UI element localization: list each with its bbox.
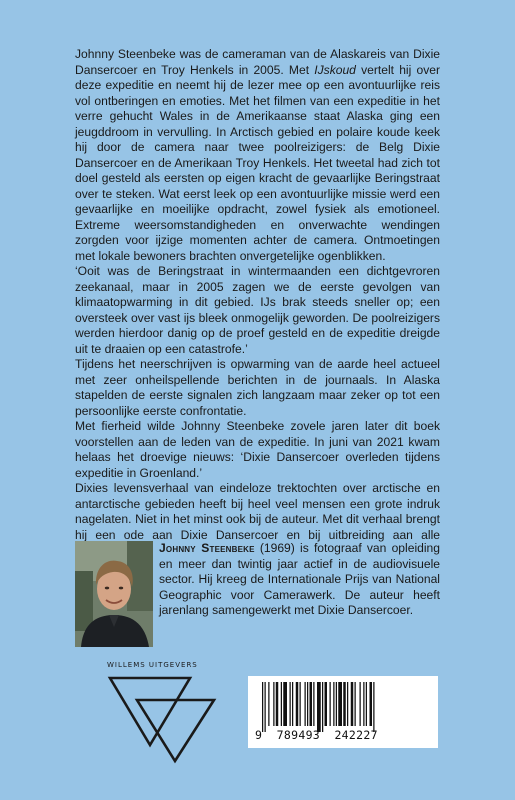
barcode-bar <box>336 682 337 726</box>
blurb-paragraph-1: Johnny Steenbeke was de cameraman van de Alaskareis van Dixie Dansercoer en Troy Henkels in 2005. Met IJskoud vertelt hij over deze expeditie en neemt hij de lezer mee op een avontuurlijke reis vol ontberingen en emoties. Met het filmen van een expeditie in het verre gehucht Wales in de Amerikaanse staat Alaska ging een jeugddroom in vervulling. In Arctisch gebied en polaire koude keek hij door de camera naar twee poolreizigers: de Belg Dixie Dansercoer en de Amerikaan Troy Henkels. Het tweetal had zich tot doel gesteld als eersten op eigen kracht de gevaarlijke Beringstraat over te steken. Wat eerst leek op een avontuurlijke missie werd een gevaarlijke en moeilijke opdracht, zowel fysiek als emotioneel. Extreme weersomstandigheden en onverwachte wendingen zorgden voor ijzige momenten achter de camera. Ontmoetingen met lokale bewoners brachten onvergetelijke ogenblikken. <box>75 47 440 263</box>
barcode-bar <box>370 682 373 726</box>
author-name: Johnny Steenbeke <box>159 541 255 555</box>
barcode-bar <box>268 682 269 726</box>
barcode-bar <box>330 682 331 726</box>
barcode-bar <box>363 682 364 726</box>
barcode-bar <box>300 682 301 726</box>
barcode-bar <box>290 682 291 726</box>
barcode-bar <box>265 682 266 732</box>
barcode-bar <box>338 682 342 726</box>
barcode-bar <box>310 682 313 726</box>
barcode-bar <box>355 682 356 726</box>
barcode-bar <box>351 682 354 726</box>
barcode-bar <box>317 682 321 732</box>
barcode-bar <box>373 682 374 732</box>
publisher-block <box>107 661 217 761</box>
barcode-bar <box>322 682 323 732</box>
barcode-bars <box>258 682 428 732</box>
barcode-bar <box>273 682 274 726</box>
author-photo <box>75 541 153 647</box>
blurb-paragraph-3: Tijdens het neerschrijven is opwarming van de aarde heel actueel met zeer onheilspellende berichten in de journaals. In Alaska stapelden de eerste signalen zich langzaam maar zeker op tot een persoonlijke eerste confrontatie. <box>75 357 440 418</box>
blurb-paragraph-5: Dixies levensverhaal van eindeloze trektochten over arctische en antarctische gebieden heeft bij heel veel mensen een grote indruk nagelaten. Niet in het minst ook bij de auteur. Met dit verhaal brengt hij een ode aan Dixie Dansercoer en bij uitbreiding aan alle <box>75 481 440 542</box>
book-title: IJskoud <box>314 62 356 77</box>
publisher-name: WILLEMS UITGEVERS <box>107 661 198 669</box>
barcode-bar <box>283 682 287 726</box>
barcode-bar <box>366 682 367 726</box>
isbn-digits: 9 789493 242227 <box>255 728 378 742</box>
barcode-bar <box>325 682 328 726</box>
barcode-bar <box>281 682 282 726</box>
author-bio: Johnny Steenbeke (1969) is fotograaf van opleiding en meer dan twintig jaar actief in de audiovisuele sector. Hij kreeg de Internationale Prijs van National Geographic voor Camerawerk. De auteur heeft jarenlang samengewerkt met Dixie Dansercoer. <box>159 541 440 617</box>
isbn-barcode <box>248 676 438 748</box>
barcode-bar <box>333 682 334 726</box>
barcode-bar <box>343 682 346 726</box>
barcode-bar <box>313 682 314 726</box>
blurb-paragraph-4: Met fierheid wilde Johnny Steenbeke zovele jaren later dit boek voorstellen aan de leden van de expeditie. In juni van 2021 kwam helaas het droevige nieuws: ‘Dixie Dansercoer overleden tijdens expeditie in Groenland.’ <box>75 419 440 480</box>
blurb-paragraph-2: ‘Ooit was de Beringstraat in wintermaanden een dichtgevroren zeekanaal, maar in 2005 zagen we de eerste gevolgen van klimaatopwarming in dit gebied. IJs brak steeds sneller op; een oversteek over vast ijs bleek onmogelijk geworden. De poolreizigers werden hierdoor danig op de proef gesteld en de expeditie dreigde uit te draaien op een catastrofe.’ <box>75 264 440 356</box>
barcode-bar <box>347 682 348 726</box>
barcode-bar <box>276 682 279 726</box>
publisher-logo-icon <box>107 675 217 765</box>
author-section <box>75 541 440 647</box>
barcode-bar <box>307 682 308 726</box>
blurb-text <box>75 47 440 559</box>
barcode-bar <box>360 682 361 726</box>
barcode-bar <box>305 682 306 726</box>
barcode-bar <box>292 682 293 726</box>
barcode-bar <box>296 682 299 726</box>
barcode-bar <box>262 682 263 732</box>
